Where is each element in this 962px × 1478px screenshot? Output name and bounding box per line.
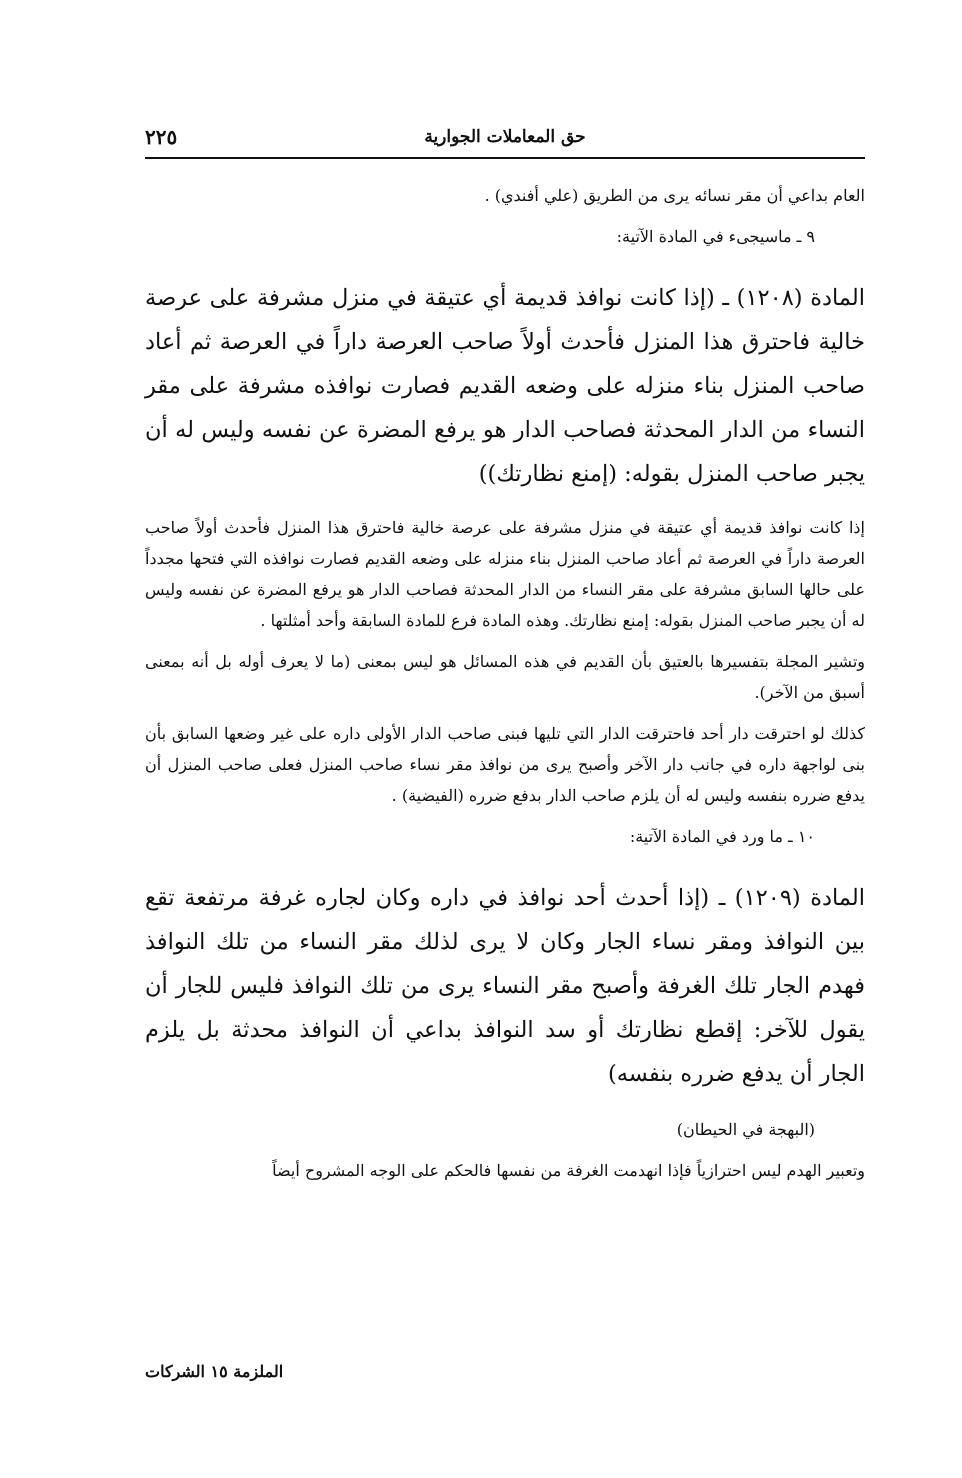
commentary-paragraph: وتشير المجلة بتفسيرها بالعتيق بأن القديم في هذه المسائل هو ليس بمعنى (ما لا يعرف أوله بل أنه بمعنى أسبق من الآخر). — [145, 652, 865, 702]
running-title: حق المعاملات الجوارية — [424, 127, 586, 147]
signature-mark: الملزمة ١٥ الشركات — [145, 1362, 284, 1381]
page-body — [145, 180, 865, 1186]
page-number: ٢٢٥ — [145, 125, 178, 149]
commentary-paragraph: كذلك لو احترقت دار أحد فاحترقت الدار التي تليها فبنى صاحب الدار الأولى داره على غير وضعها السابق بأن بنى لواجهة داره في جانب دار الآخر وأصبح يرى من نوافذ مقر نساء صاحب المنزل فعلى صاحب المنزل أن يدفع ضرره بنفسه وليس له أن يلزم صاحب الدار بدفع ضرره (الفيضية) . — [145, 724, 865, 805]
commentary-paragraph: إذا كانت نوافذ قديمة أي عتيقة في منزل مشرفة على عرصة خالية فاحترق هذا المنزل فأحدث أولاً صاحب العرصة داراً في العرصة ثم أعاد صاحب المنزل بناء منزله على وضعه القديم فصارت نوافذه التي فتحها مجدداً على حالها السابق مشرفة على مقر النساء من الدار المحدثة فصاحب الدار هو يرفع المضرة عن نفسه وليس له أن يجبر صاحب المنزل بقوله: إمنع نظارتك. وهذه المادة فرع للمادة السابقة وأحد أمثلتها . — [145, 518, 865, 630]
page-header — [145, 125, 865, 159]
paragraph-continued: العام بداعي أن مقر نسائه يرى من الطريق (علي أفندي) . — [484, 186, 865, 205]
item-10-heading: ١٠ ـ ما ورد في المادة الآتية: — [629, 827, 815, 846]
article-1209: المادة (١٢٠٩) ـ (إذا أحدث أحد نوافذ في داره وكان لجاره غرفة مرتفعة تقع بين النوافذ ومقر نساء الجار وكان لا يرى لذلك مقر النساء من تلك النوافذ فهدم الجار تلك الغرفة وأصبح مقر النساء يرى من تلك النوافذ فليس للجار أن يقول للآخر: إقطع نظارتك أو سد النوافذ بداعي أن النوافذ محدثة بل يلزم الجار أن يدفع ضرره بنفسه) — [145, 885, 865, 1087]
item-9-heading: ٩ ـ ماسيجىء في المادة الآتية: — [616, 227, 815, 246]
commentary-paragraph: وتعبير الهدم ليس احترازياً فإذا انهدمت الغرفة من نفسها فالحكم على الوجه المشروح أيضاً — [272, 1161, 865, 1180]
source-citation: (البهجة في الحيطان) — [676, 1120, 815, 1139]
article-1208: المادة (١٢٠٨) ـ (إذا كانت نوافذ قديمة أي عتيقة في منزل مشرفة على عرصة خالية فاحترق هذا المنزل فأحدث أولاً صاحب العرصة داراً في العرصة ثم أعاد صاحب المنزل بناء منزله على وضعه القديم فصارت نوافذه مشرفة على مقر النساء من الدار المحدثة فصاحب الدار هو يرفع المضرة عن نفسه وليس له أن يجبر صاحب المنزل بقوله: (إمنع نظارتك)) — [145, 285, 865, 487]
